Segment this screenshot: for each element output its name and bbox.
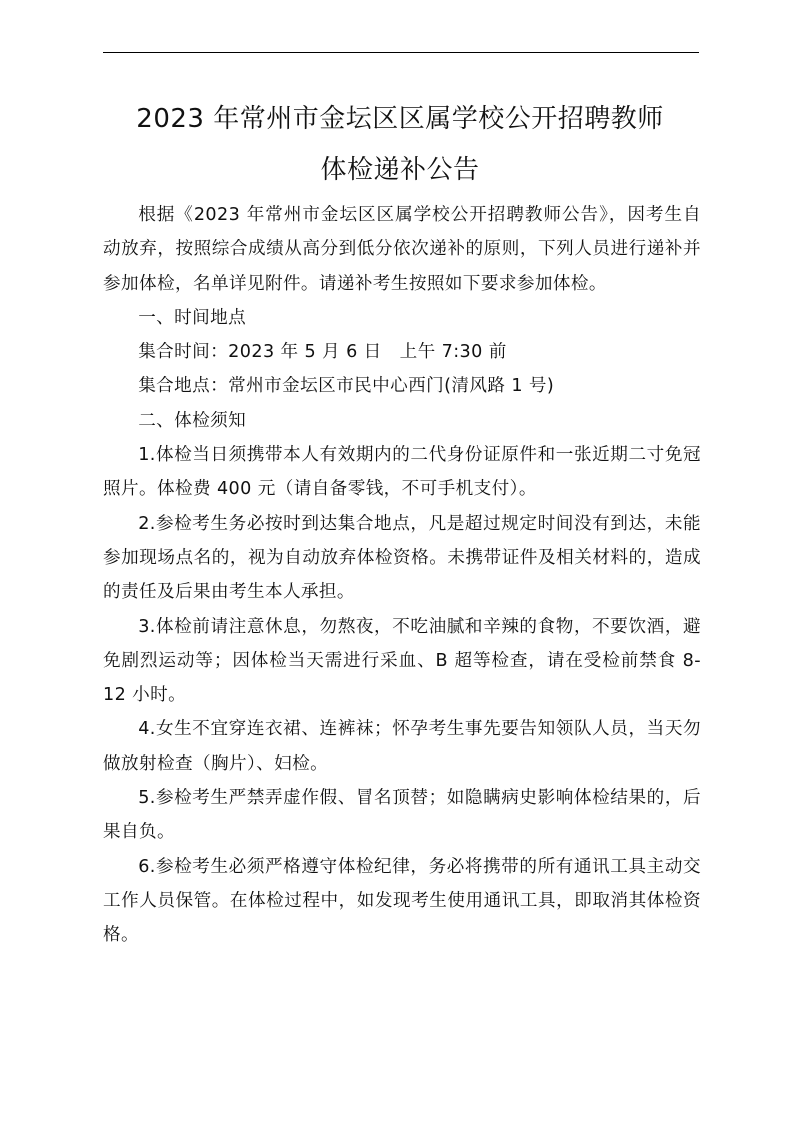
notice-item-6: 6.参检考生必须严格遵守体检纪律，务必将携带的所有通讯工具主动交工作人员保管。在体检过程中，如发现考生使用通讯工具，即取消其体检资格。 [103, 856, 701, 946]
header-rule [103, 52, 699, 53]
notice-item-3: 3.体检前请注意休息，勿熬夜，不吃油腻和辛辣的食物，不要饮酒，避免剧烈运动等；因体检当天需进行采血、B 超等检查，请在受检前禁食 8-12 小时。 [103, 616, 701, 706]
intro-paragraph: 根据《2023 年常州市金坛区区属学校公开招聘教师公告》，因考生自动放弃，按照综合成绩从高分到低分依次递补的原则，下列人员进行递补并参加体检，名单详见附件。请递补考生按照如下要求参加体检。 [103, 205, 701, 294]
title-line-1: 2023 年常州市金坛区区属学校公开招聘教师 [136, 104, 664, 134]
assembly-time: 集合时间：2023 年 5 月 6 日 上午 7:30 前 [138, 342, 507, 363]
title-line-2: 体检递补公告 [320, 155, 480, 185]
section-heading-exam-notes: 二、体检须知 [138, 410, 247, 431]
notice-body [103, 198, 701, 953]
notice-item-5: 5.参检考生严禁弄虚作假、冒名顶替；如隐瞒病史影响体检结果的，后果自负。 [103, 788, 701, 843]
assembly-place: 集合地点：常州市金坛区市民中心西门(清风路 1 号) [138, 376, 555, 397]
notice-item-2: 2.参检考生务必按时到达集合地点，凡是超过规定时间没有到达，未能参加现场点名的，视为自动放弃体检资格。未携带证件及相关材料的，造成的责任及后果由考生本人承担。 [103, 513, 701, 603]
notice-item-1: 1.体检当日须携带本人有效期内的二代身份证原件和一张近期二寸免冠照片。体检费 400 元（请自备零钱，不可手机支付）。 [103, 445, 701, 500]
section-heading-time-place: 一、时间地点 [138, 307, 247, 328]
notice-item-4: 4.女生不宜穿连衣裙、连裤袜；怀孕考生事先要告知领队人员，当天勿做放射检查（胸片）、妇检。 [103, 719, 701, 774]
